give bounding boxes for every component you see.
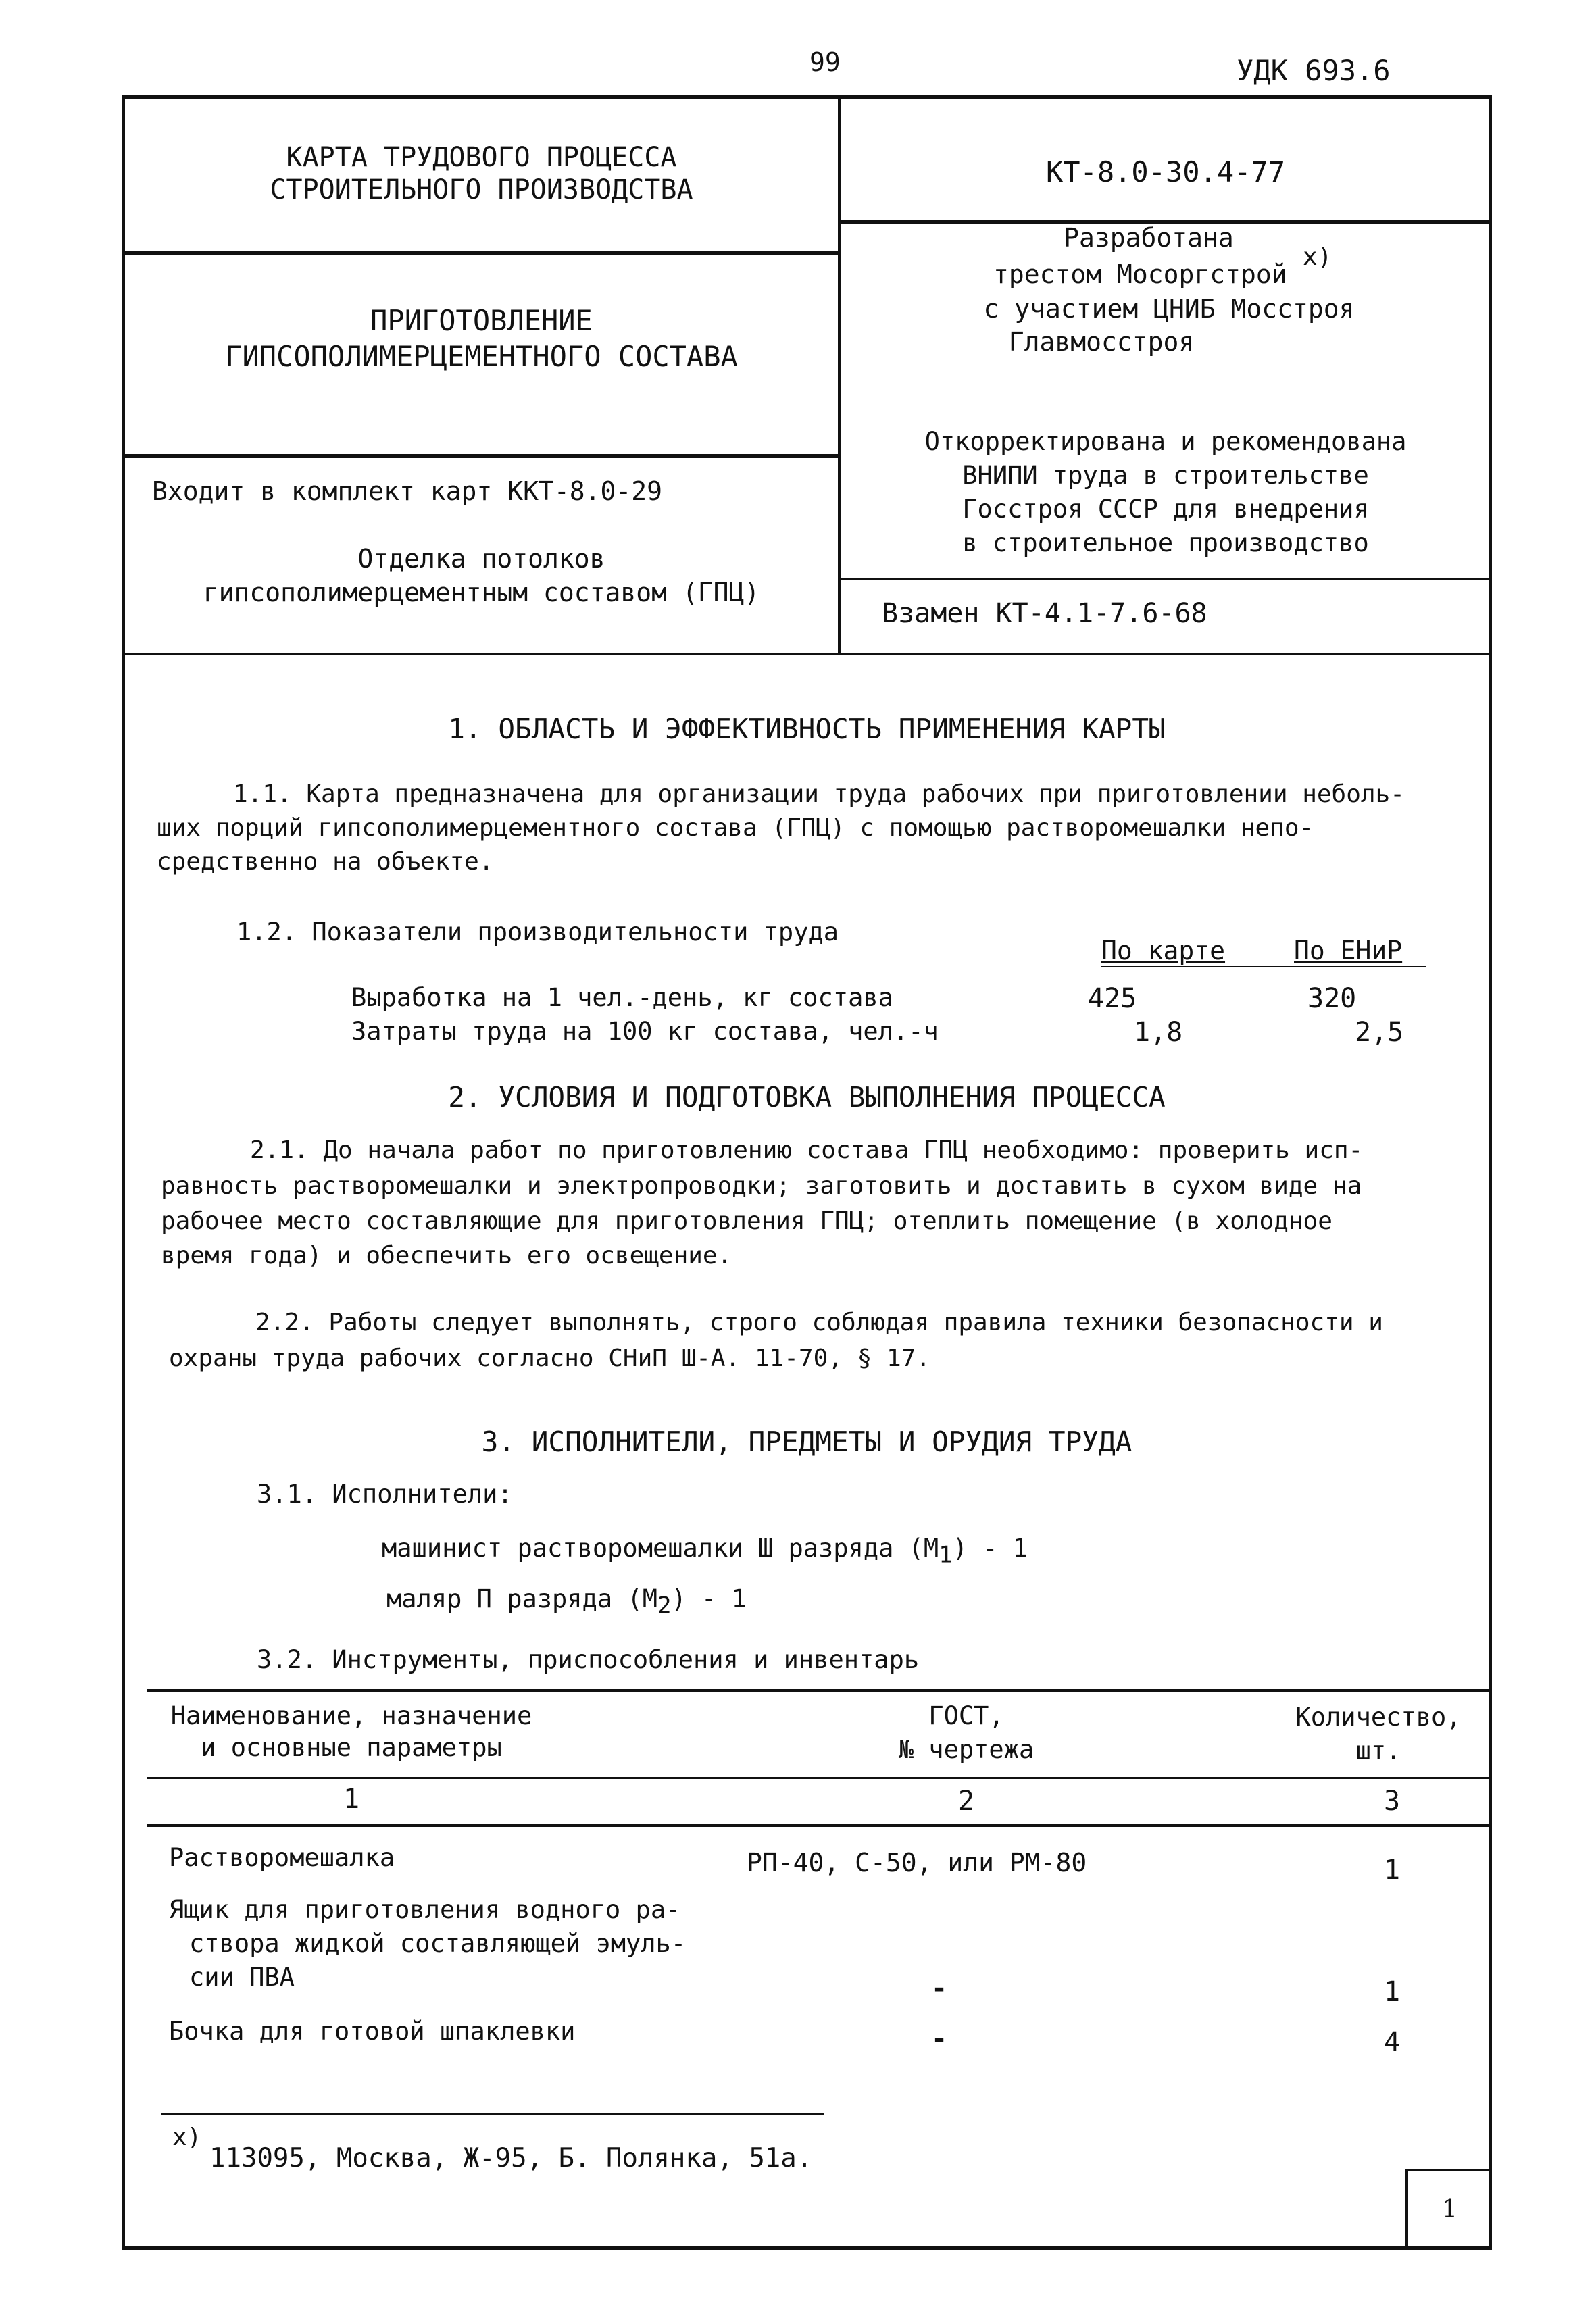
developed-line3: с участием ЦНИБ Мосстроя xyxy=(983,294,1355,324)
table-row2-name-line2: створа жидкой составляющей эмуль- xyxy=(189,1929,687,1958)
worker2 xyxy=(386,1584,747,1619)
section2-p1-line2: равность растворомешалки и электропроводки; заготовить и доставить в сухом виде на xyxy=(161,1172,1362,1200)
table-head-col3-line2: шт. xyxy=(1355,1736,1401,1765)
table-head-col2-line2: № чертежа xyxy=(898,1735,1034,1764)
footnote-text: 113095, Москва, Ж-95, Б. Полянка, 51а. xyxy=(209,2143,813,2173)
section2-p1-line4: время года) и обеспечить его освещение. xyxy=(161,1242,732,1269)
set-line: Входит в комплект карт ККТ-8.0-29 xyxy=(152,476,662,506)
table-head-col3-line1: Количество, xyxy=(1295,1703,1462,1732)
table-row3-qty: 4 xyxy=(1383,2027,1401,2058)
table-row2-qty: 1 xyxy=(1383,1976,1401,2007)
header-left-row1 xyxy=(122,251,839,255)
corrected-line1: Откорректирована и рекомендована xyxy=(924,427,1407,456)
table-row3-gost: - xyxy=(930,2023,948,2055)
card-code: КТ-8.0-30.4-77 xyxy=(1045,155,1285,188)
section3-p1-label: 3.1. Исполнители: xyxy=(257,1480,513,1509)
table-num-rule xyxy=(147,1824,1492,1827)
table-num-col2: 2 xyxy=(957,1786,975,1817)
developed-line2: трестом Мосоргстрой xyxy=(993,259,1287,289)
developed-line1: Разработана xyxy=(1064,223,1234,253)
table-row3-name: Бочка для готовой шпаклевки xyxy=(169,2017,576,2046)
table-row1-gost: РП-40, С-50, или РМ-80 xyxy=(747,1848,1087,1878)
sheet-box-top xyxy=(1405,2169,1492,2171)
corrected-line2: ВНИПИ труда в строительстве xyxy=(962,461,1369,490)
table-row1-name: Растворомешалка xyxy=(169,1843,395,1872)
worker1-text: машинист растворомешалки Ш разряда (М xyxy=(382,1534,939,1563)
section1-heading: 1. ОБЛАСТЬ И ЭФФЕКТИВНОСТЬ ПРИМЕНЕНИЯ КАРТЫ xyxy=(448,713,1166,745)
worker1-sub: 1 xyxy=(939,1541,953,1569)
page-number: 99 xyxy=(809,47,841,77)
table-row2-name-line3: сии ПВА xyxy=(189,1963,295,1992)
card-title-line1: ПРИГОТОВЛЕНИЕ xyxy=(370,304,593,337)
set-title-line2: гипсополимерцементным составом (ГПЦ) xyxy=(203,578,760,607)
table-head-rule xyxy=(147,1777,1492,1779)
table-head-col1-line1: Наименование, назначение xyxy=(170,1701,532,1730)
footnote-rule xyxy=(161,2113,824,2115)
col-header-by-enir: По ЕНиР xyxy=(1294,936,1403,965)
card-type-line1: КАРТА ТРУДОВОГО ПРОЦЕССА xyxy=(286,142,677,173)
header-bottom xyxy=(122,653,1492,655)
replaces-line: Взамен КТ-4.1-7.6-68 xyxy=(882,598,1207,629)
table-num-col1: 1 xyxy=(343,1784,360,1815)
header-right-row2 xyxy=(839,578,1492,580)
developed-line4: Главмосстроя xyxy=(1008,327,1195,357)
section1-p1-line3: средственно на объекте. xyxy=(157,848,494,876)
indicator-row1-label: Выработка на 1 чел.-день, кг состава xyxy=(351,983,893,1012)
table-head-col2-line1: ГОСТ, xyxy=(928,1701,1004,1730)
frame-left xyxy=(122,95,125,2250)
indicator-row1-card: 425 xyxy=(1088,983,1137,1014)
frame-right xyxy=(1489,95,1492,2250)
indicator-row2-card: 1,8 xyxy=(1134,1017,1183,1048)
table-top-rule xyxy=(147,1689,1492,1692)
corrected-line3: Госстроя СССР для внедрения xyxy=(962,495,1369,524)
section1-p1-line2: ших порций гипсополимерцементного состава (ГПЦ) с помощью растворомешалки непо- xyxy=(157,814,1314,842)
corrected-line4: в строительное производство xyxy=(962,528,1369,557)
section2-heading: 2. УСЛОВИЯ И ПОДГОТОВКА ВЫПОЛНЕНИЯ ПРОЦЕССА xyxy=(448,1081,1166,1113)
set-title-line1: Отделка потолков xyxy=(357,544,605,574)
table-num-col3: 3 xyxy=(1383,1786,1401,1817)
col-header-by-card: По карте xyxy=(1101,936,1226,965)
footnote-mark: x) xyxy=(172,2123,202,2151)
indicator-row1-enir: 320 xyxy=(1307,983,1357,1014)
worker1-tail: ) - 1 xyxy=(952,1534,1028,1563)
section3-heading: 3. ИСПОЛНИТЕЛИ, ПРЕДМЕТЫ И ОРУДИЯ ТРУДА xyxy=(481,1426,1132,1458)
worker2-sub: 2 xyxy=(657,1592,672,1619)
table-row2-gost: - xyxy=(930,1973,948,2004)
indicator-row2-label: Затраты труда на 100 кг состава, чел.-ч xyxy=(351,1017,939,1046)
header-left-row2 xyxy=(122,454,839,458)
card-title-line2: ГИПСОПОЛИМЕРЦЕМЕНТНОГО СОСТАВА xyxy=(225,340,738,373)
section1-p1-line1: 1.1. Карта предназначена для организации труда рабочих при приготовлении неболь- xyxy=(233,780,1405,808)
frame-bottom xyxy=(122,2246,1492,2250)
table-head-col1-line2: и основные параметры xyxy=(201,1733,502,1762)
worker2-text: маляр П разряда (М xyxy=(386,1584,657,1613)
indicator-row2-enir: 2,5 xyxy=(1355,1017,1404,1048)
worker1 xyxy=(382,1534,1028,1568)
table-row2-name-line1: Ящик для приготовления водного ра- xyxy=(169,1895,681,1924)
worker2-tail: ) - 1 xyxy=(671,1584,747,1613)
udc-code: УДК 693.6 xyxy=(1237,54,1391,87)
sheet-box-left xyxy=(1405,2169,1408,2248)
col-header-underline xyxy=(1101,966,1426,967)
section2-p1-line3: рабочее место составляющие для приготовления ГПЦ; отеплить помещение (в холодное xyxy=(161,1207,1332,1235)
section1-p2-label: 1.2. Показатели производительности труда xyxy=(236,917,839,947)
developed-superscript: x) xyxy=(1303,243,1332,271)
card-type-line2: СТРОИТЕЛЬНОГО ПРОИЗВОДСТВА xyxy=(270,174,693,205)
sheet-number: 1 xyxy=(1442,2196,1457,2223)
section2-p2-line1: 2.2. Работы следует выполнять, строго соблюдая правила техники безопасности и xyxy=(255,1309,1383,1336)
section3-p2-label: 3.2. Инструменты, приспособления и инвентарь xyxy=(257,1645,920,1674)
section2-p1-line1: 2.1. До начала работ по приготовлению состава ГПЦ необходимо: проверить исп- xyxy=(250,1136,1364,1164)
frame-top xyxy=(122,95,1492,99)
table-row1-qty: 1 xyxy=(1383,1855,1401,1886)
section2-p2-line2: охраны труда рабочих согласно СНиП Ш-А. 11-70, § 17. xyxy=(169,1344,931,1372)
